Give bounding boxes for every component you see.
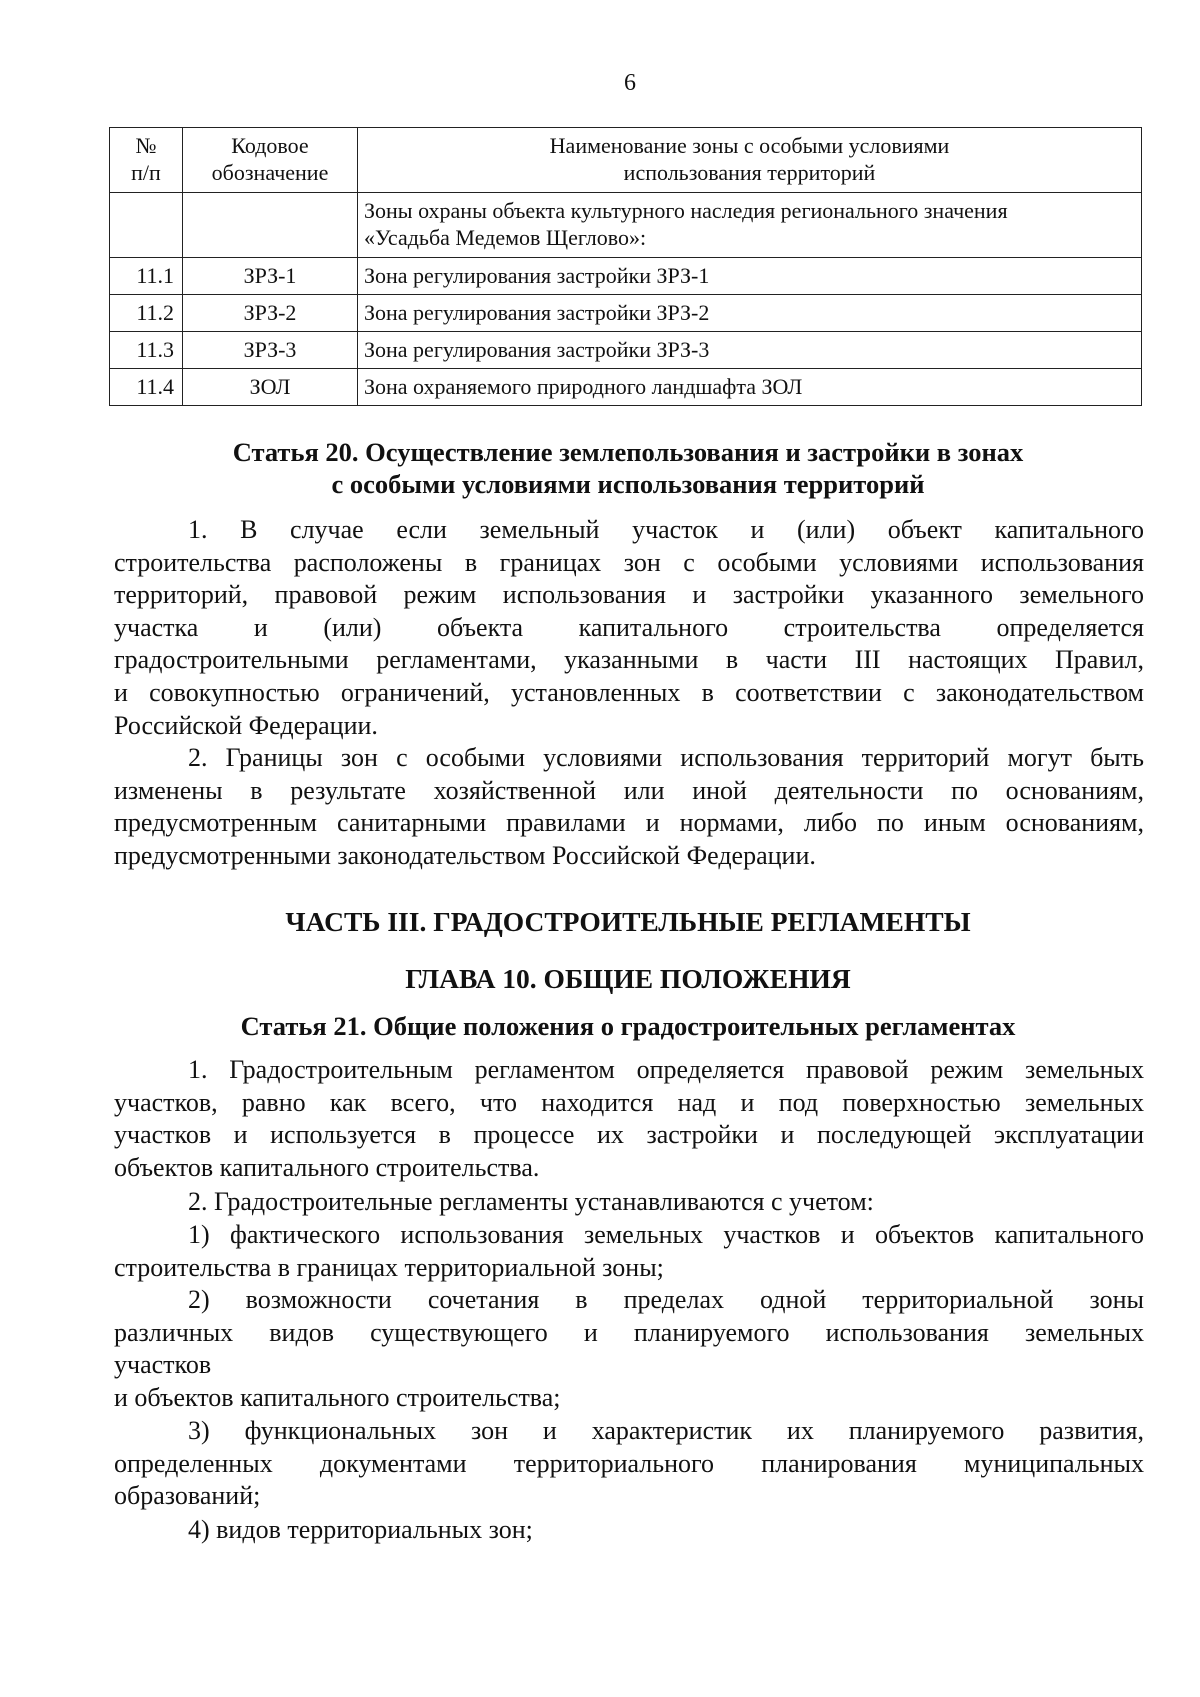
article-21-item-1 [114,1219,1144,1284]
header-name [358,128,1142,193]
table-row [110,369,1142,406]
row-code: ЗОЛ [183,369,358,406]
text-line: предусмотренным санитарными правилами и нормами, либо по иным основаниям, [114,808,1144,838]
text-line: 1) фактического использования земельных участков и объектов капитального [188,1220,1144,1249]
article-20-title-line2: с особыми условиями использования территорий [331,469,925,500]
header-code-line2: обозначение [211,160,329,185]
row-code: ЗРЗ-2 [183,295,358,332]
page-number: 6 [624,70,636,96]
row-num: 11.1 [110,258,183,295]
group-title-line1: Зоны охраны объекта культурного наследия регионального значения [364,198,1008,224]
header-code-line1: Кодовое [231,133,309,159]
text-line: различных видов существующего и планируемого использования земельных [114,1317,1144,1347]
text-line: объектов капитального строительства. [114,1152,540,1182]
text-line: предусмотренными законодательством Российской Федерации. [114,840,816,870]
article-20-title-line1: Статья 20. Осуществление землепользования и застройки в зонах [232,437,1024,467]
text-line: градостроительными регламентами, указанными в части III настоящих Правил, [114,645,1144,675]
chapter-10-title: ГЛАВА 10. ОБЩИЕ ПОЛОЖЕНИЯ [405,963,851,994]
article-21-item-2 [114,1284,1144,1414]
row-name: Зона регулирования застройки ЗРЗ-1 [358,258,1142,295]
text-line: определенных документами территориального планирования муниципальных [114,1448,1144,1478]
text-line: 3) функциональных зон и характеристик их планируемого развития, [188,1416,1144,1445]
text-line: 4) видов территориальных зон; [188,1515,533,1544]
row-name: Зона охраняемого природного ландшафта ЗОЛ [358,369,1142,406]
row-name: Зона регулирования застройки ЗРЗ-2 [358,295,1142,332]
header-num-line1: № [135,133,157,159]
text-line: территорий, правовой режим использования и застройки указанного земельного [114,580,1144,610]
row-num: 11.3 [110,332,183,369]
row-code: ЗРЗ-1 [183,258,358,295]
text-line: 2. Границы зон с особыми условиями использования территорий могут быть [188,743,1144,772]
text-line: строительства расположены в границах зон с особыми условиями использования [114,547,1144,577]
table-header-row [110,128,1142,193]
row-num: 11.2 [110,295,183,332]
group-title-cell [358,193,1142,258]
part-3-title: ЧАСТЬ III. ГРАДОСТРОИТЕЛЬНЫЕ РЕГЛАМЕНТЫ [285,906,971,937]
text-line: и совокупностью ограничений, установленных в соответствии с законодательством [114,677,1144,707]
article-21-item-3 [114,1415,1144,1513]
text-line: 2. Градостроительные регламенты устанавливаются с учетом: [188,1187,874,1216]
header-num [110,128,183,193]
row-name: Зона регулирования застройки ЗРЗ-3 [358,332,1142,369]
table-row [110,295,1142,332]
text-line: участка и (или) объекта капитального строительства определяется [114,612,1144,642]
group-code-cell [183,193,358,258]
text-line: и объектов капитального строительства; [114,1382,561,1412]
header-name-line1: Наименование зоны с особыми условиями [549,133,950,159]
table-row [110,258,1142,295]
text-line: участков и используется в процессе их застройки и последующей эксплуатации [114,1120,1144,1150]
text-line: 1. Градостроительным регламентом определяется правовой режим земельных [188,1055,1144,1084]
text-line: Российской Федерации. [114,710,378,740]
article-21-item-4 [114,1514,1144,1547]
table-group-row [110,193,1142,258]
row-num: 11.4 [110,369,183,406]
row-code: ЗРЗ-3 [183,332,358,369]
text-line: 2) возможности сочетания в пределах одной территориальной зоны [188,1285,1144,1314]
article-21-paragraph-2 [114,1186,1144,1219]
zones-table [109,127,1142,406]
article-21-paragraph-1 [114,1054,1144,1184]
text-line: участков [114,1350,212,1380]
header-name-line2: использования территорий [623,160,876,185]
article-20-paragraph-2 [114,742,1144,872]
group-num-cell [110,193,183,258]
text-line: образований; [114,1481,261,1511]
group-title-line2: «Усадьба Медемов Щеглово»: [364,225,647,250]
text-line: участков, равно как всего, что находится над и под поверхностью земельных [114,1087,1144,1117]
header-num-line2: п/п [131,160,161,185]
text-line: строительства в границах территориальной зоны; [114,1252,664,1282]
header-code [183,128,358,193]
article-20-title [112,436,1144,501]
article-21-title: Статья 21. Общие положения о градостроительных регламентах [240,1011,1016,1041]
text-line: 1. В случае если земельный участок и (или) объект капитального [188,515,1144,544]
text-line: изменены в результате хозяйственной или иной деятельности по основаниям, [114,775,1144,805]
table-row [110,332,1142,369]
article-20-paragraph-1 [114,514,1144,742]
